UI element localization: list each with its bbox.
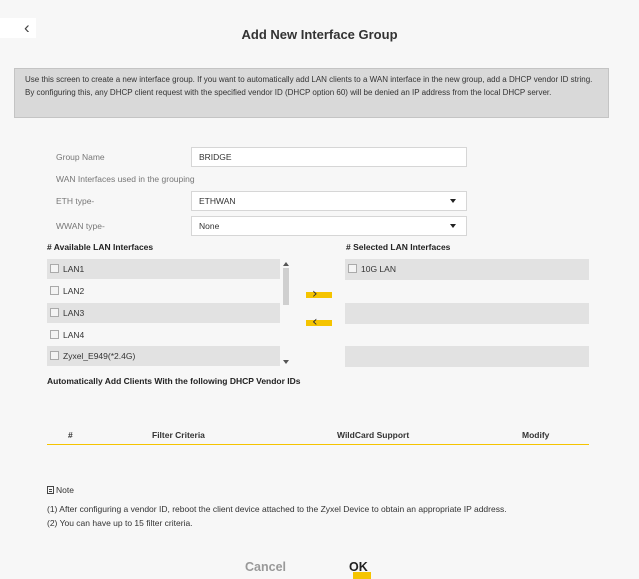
note-icon	[47, 486, 54, 494]
chevron-down-icon	[450, 224, 456, 228]
move-right-accent	[306, 292, 332, 298]
ok-button[interactable]: OK	[349, 560, 368, 574]
eth-type-value: ETHWAN	[199, 196, 236, 206]
eth-type-select[interactable]	[191, 191, 467, 211]
lan-item-label: LAN4	[63, 330, 85, 340]
note-label	[47, 485, 74, 495]
available-lan-scrollbar[interactable]	[282, 260, 290, 367]
move-left-accent	[306, 320, 332, 326]
table-divider	[47, 444, 589, 445]
eth-type-label: ETH type-	[56, 196, 95, 206]
selected-lan-item[interactable]	[345, 259, 589, 280]
scroll-down-icon[interactable]	[283, 360, 289, 364]
available-lan-heading: # Available LAN Interfaces	[47, 242, 154, 252]
note-line-1: (1) After configuring a vendor ID, reboot the client device attached to the Zyxel Device to obtain an appropriate IP address.	[47, 504, 507, 514]
scroll-up-icon[interactable]	[283, 262, 289, 266]
group-name-label: Group Name	[56, 152, 105, 162]
column-filter-criteria: Filter Criteria	[152, 430, 205, 440]
wwan-type-select[interactable]	[191, 216, 467, 236]
lan-checkbox[interactable]	[50, 330, 59, 339]
available-lan-item[interactable]	[47, 325, 280, 345]
lan-checkbox[interactable]	[348, 264, 357, 273]
lan-item-label: LAN2	[63, 286, 85, 296]
vendor-id-heading: Automatically Add Clients With the following DHCP Vendor IDs	[47, 376, 301, 386]
info-description	[14, 68, 609, 118]
lan-checkbox[interactable]	[50, 308, 59, 317]
wan-interfaces-heading: WAN Interfaces used in the grouping	[56, 174, 195, 184]
scroll-thumb[interactable]	[283, 268, 289, 305]
lan-item-label: Zyxel_E949(*2.4G)	[63, 351, 136, 361]
available-lan-item[interactable]	[47, 303, 280, 323]
wwan-type-label: WWAN type-	[56, 221, 105, 231]
available-lan-item[interactable]	[47, 259, 280, 279]
cancel-button[interactable]: Cancel	[245, 560, 286, 574]
group-name-input[interactable]: BRIDGE	[191, 147, 467, 167]
column-modify: Modify	[522, 430, 550, 440]
selected-lan-empty-row	[345, 303, 589, 324]
info-description-text: Use this screen to create a new interface group. If you want to automatically add LAN clients to a WAN interface in the new group, add a DHCP vendor ID string. By configuring this, any DHCP client request with the specified vendor ID (DHCP option 60) will be denied an IP address from the local DHCP server.	[25, 75, 593, 97]
selected-lan-heading: # Selected LAN Interfaces	[346, 242, 451, 252]
selected-lan-empty-row	[345, 346, 589, 367]
available-lan-item[interactable]	[47, 281, 280, 301]
move-left-button[interactable]	[306, 316, 332, 330]
wwan-type-value: None	[199, 221, 220, 231]
column-wildcard-support: WildCard Support	[337, 430, 410, 440]
column-index: #	[68, 430, 73, 440]
move-right-button[interactable]	[306, 288, 332, 302]
lan-checkbox[interactable]	[50, 351, 59, 360]
chevron-down-icon	[450, 199, 456, 203]
chevron-left-icon: ‹	[312, 314, 318, 330]
lan-item-label: 10G LAN	[361, 264, 396, 274]
page-title: Add New Interface Group	[241, 27, 398, 42]
note-line-2: (2) You can have up to 15 filter criteria.	[47, 518, 193, 528]
chevron-right-icon: ›	[312, 286, 318, 302]
lan-item-label: LAN3	[63, 308, 85, 318]
back-chevron-icon[interactable]: ‹	[24, 18, 30, 37]
note-label-text: Note	[56, 485, 74, 495]
lan-item-label: LAN1	[63, 264, 85, 274]
available-lan-item[interactable]	[47, 346, 280, 366]
lan-checkbox[interactable]	[50, 264, 59, 273]
lan-checkbox[interactable]	[50, 286, 59, 295]
